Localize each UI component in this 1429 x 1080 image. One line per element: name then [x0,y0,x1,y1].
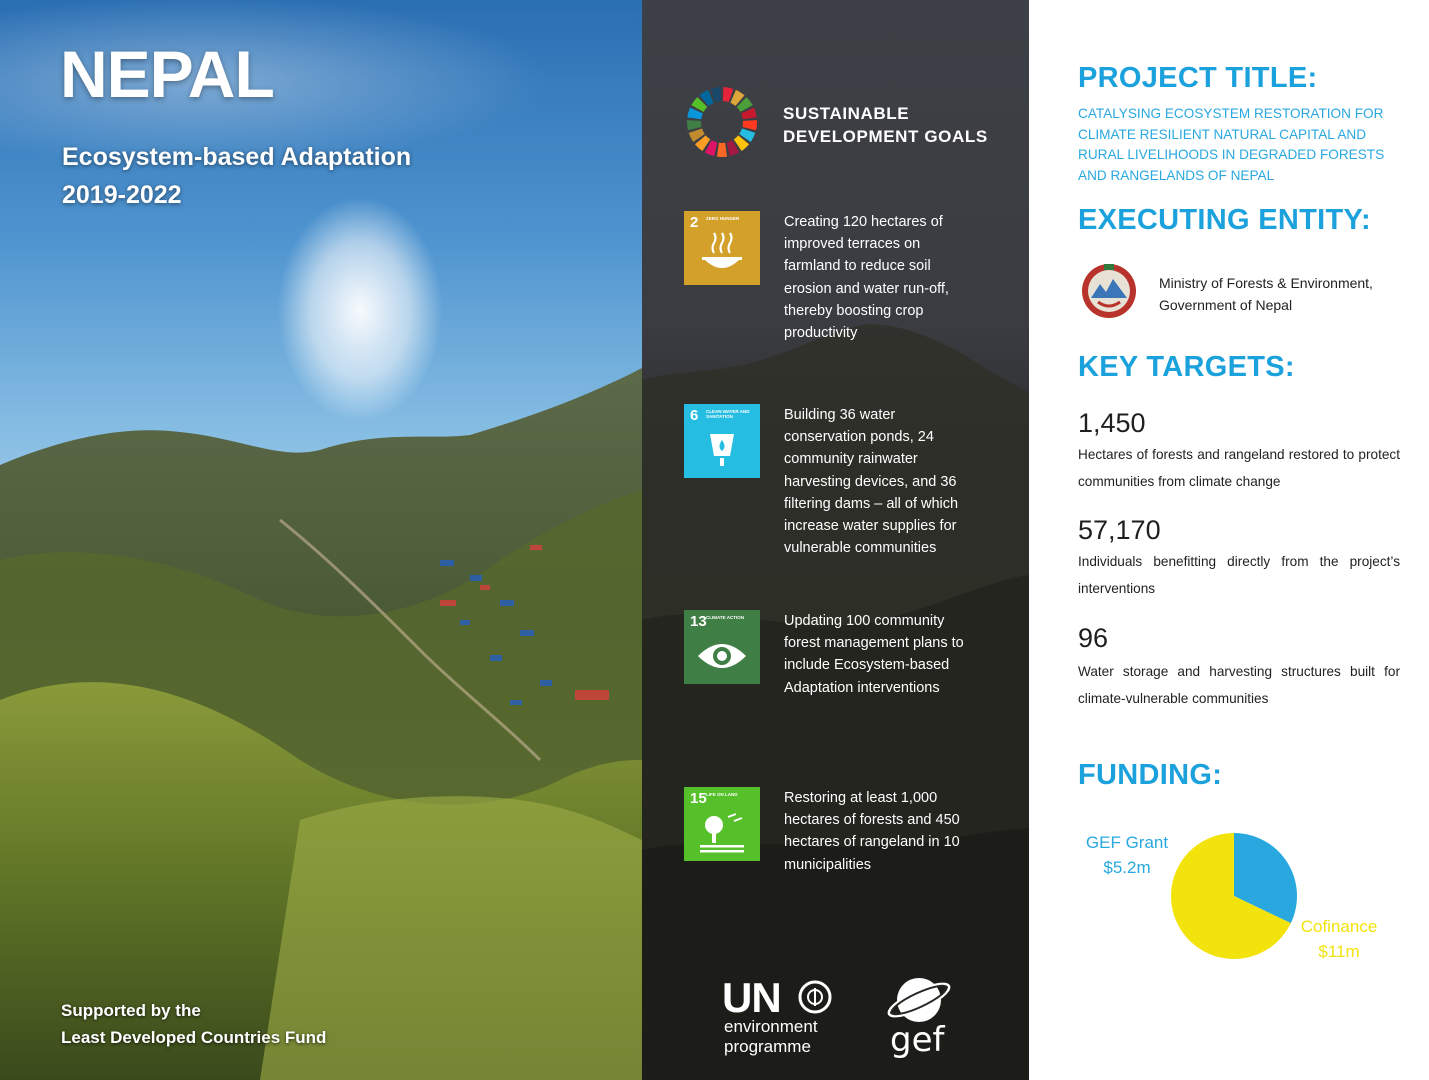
sdg-goal-13-text: Updating 100 community forest management plans to include Ecosystem-based Adaptation interventions [784,613,964,696]
sdg-goal-15-tile [684,787,760,861]
sdg-goal-13-number: 13 [690,613,707,630]
entity-line-1: Ministry of Forests & Environment, [1159,275,1373,291]
pie-label-gef [1084,830,1170,880]
partner-logos [642,970,1029,1070]
pie-label-cofinance-name: Cofinance [1300,917,1378,936]
sdg-goal-2-text: Creating 120 hectares of improved terraces on farmland to reduce soil erosion and water run-off, thereby boosting crop productivity [784,214,949,342]
executing-entity [1159,272,1373,316]
program-years: 2019-2022 [62,181,182,209]
sdg-goal-2-tile [684,211,760,285]
sdg-goal-15-label: LIFE ON LAND [706,792,738,797]
target-text-2: Individuals benefitting directly from the project’s interventions [1078,554,1400,596]
project-title-text: CATALYSING ECOSYSTEM RESTORATION FOR CLIMATE RESILIENT NATURAL CAPITAL AND RURAL LIVELIHOODS IN DEGRADED FORESTS AND RANGELANDS OF NEPAL [1078,106,1385,184]
target-value-2: 57,170 [1078,515,1161,545]
support-line-2: Least Developed Countries Fund [61,1028,327,1047]
sdg-wheel-segment [717,143,727,157]
un-logo-word: UN [722,974,781,1021]
funding-pie-chart [1169,831,1299,961]
sdg-wheel-segment [742,120,757,130]
funding-heading: FUNDING: [1078,759,1223,791]
info-panel [1029,0,1429,1080]
sdg-goal-15-number: 15 [690,790,707,807]
pie-label-cofinance [1295,914,1383,964]
sdg-heading-line-1: SUSTAINABLE [783,104,910,123]
support-line-1: Supported by the [61,1001,201,1020]
support-note [61,997,326,1051]
page-title: NEPAL [60,37,274,111]
pie-label-gef-name: GEF Grant [1085,833,1169,852]
program-name: Ecosystem-based Adaptation [62,143,412,171]
target-text-3: Water storage and harvesting structures built for climate-vulnerable communities [1078,664,1400,706]
un-logo-line-2: programme [724,1037,811,1056]
gef-logo-word: gef [890,1020,945,1060]
sdg-goal-2-label: ZERO HUNGER [706,216,740,221]
sdg-panel [642,0,1029,1080]
pie-label-cofinance-value: $11m [1318,942,1360,961]
sdg-goal-13-tile [684,610,760,684]
target-value-1: 1,450 [1078,408,1146,438]
sdg-wheel-icon [686,86,758,158]
target-text-1: Hectares of forests and rangeland restored to protect communities from climate change [1078,447,1400,489]
sdg-wheel-segment [687,120,702,130]
cover-photo-panel [0,0,642,1080]
sdg-goal-6-tile [684,404,760,478]
sdg-goal-6-number: 6 [690,407,699,424]
sdg-goal-6-text: Building 36 water conservation ponds, 24 community rainwater harvesting devices, and 36 filtering dams – all of which increase water supplies for vulnerable communities [784,407,959,557]
sdg-heading-line-2: DEVELOPMENT GOALS [783,127,988,146]
key-targets-heading: KEY TARGETS: [1078,351,1295,383]
un-logo-subtitle [724,1017,818,1057]
project-title-heading: PROJECT TITLE: [1078,62,1318,94]
sdg-goal-15-text: Restoring at least 1,000 hectares of forests and 450 hectares of rangeland in 10 municipalities [784,790,960,873]
un-logo-line-1: environment [724,1017,818,1036]
subtitle-block [62,138,411,214]
sdg-goal-2-number: 2 [690,214,699,231]
sdg-heading [783,102,988,148]
entity-line-2: Government of Nepal [1159,297,1293,313]
un-emblem-icon [794,978,836,1016]
target-value-3: 96 [1078,623,1109,653]
nepal-emblem-icon [1078,262,1140,320]
executing-entity-heading: EXECUTING ENTITY: [1078,204,1371,236]
pie-label-gef-value: $5.2m [1103,858,1151,877]
sdg-goal-6-label: CLEAN WATER AND SANITATION [706,409,750,419]
sdg-goal-13-label: CLIMATE ACTION [706,615,744,620]
